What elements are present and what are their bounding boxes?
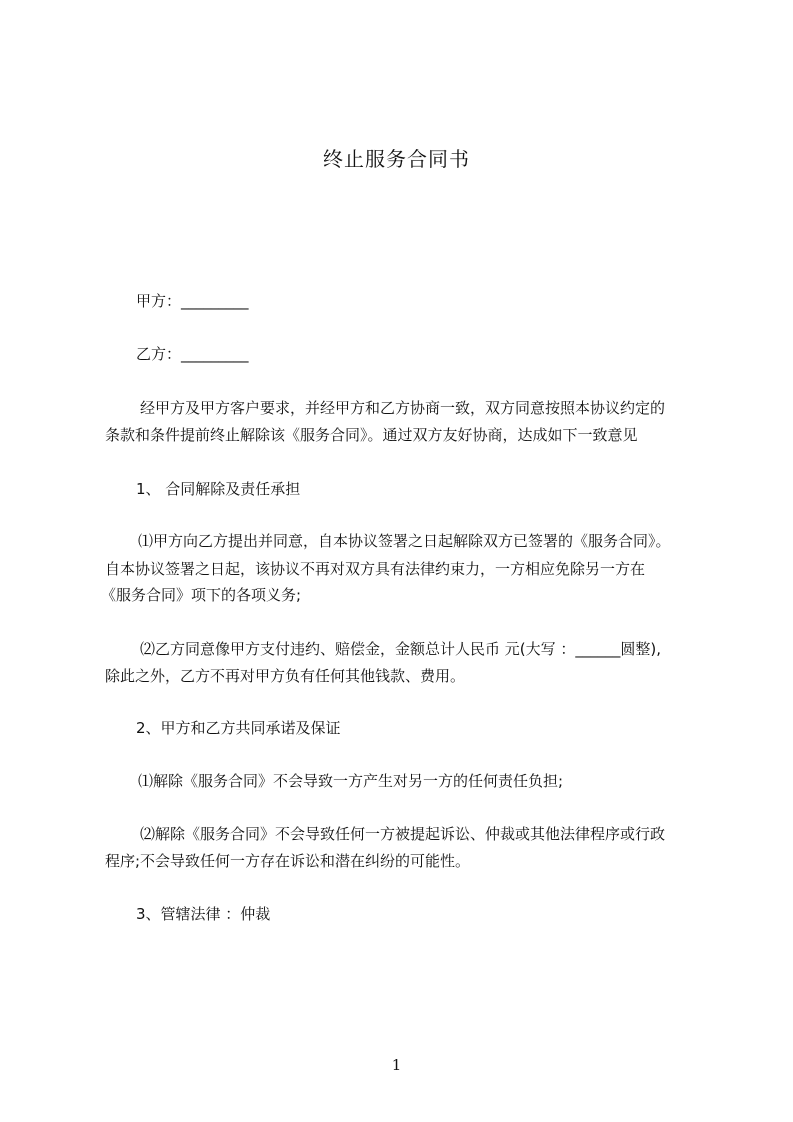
section-2-heading: 2、甲方和乙方共同承诺及保证: [136, 719, 341, 737]
section-1-item-1-line-2: 自本协议签署之日起，该协议不再对双方具有法律约束力，一方相应免除另一方在: [105, 560, 646, 578]
preamble-line-2: 条款和条件提前终止解除该《服务合同》。通过双方友好协商，达成如下一致意见: [105, 426, 638, 444]
section-2-item-2-line-2: 程序;不会导致任何一方存在诉讼和潜在纠纷的可能性。: [105, 852, 471, 870]
document-title: 终止服务合同书: [323, 147, 470, 171]
section-3-heading: 3、管辖法律 ：仲裁: [136, 905, 271, 923]
section-1-item-1-line-3: 《服务合同》项下的各项义务;: [101, 586, 302, 604]
section-1-item-1-line-1: ⑴甲方向乙方提出并同意，自本协议签署之日起解除双方已签署的《服务合同》。: [138, 532, 671, 550]
page-number: 1: [391, 1056, 402, 1074]
section-2-item-2-line-1: ⑵解除《服务合同》不会导致任何一方被提起诉讼、仲裁或其他法律程序或行政: [140, 825, 666, 843]
section-1-item-2-line-2: 除此之外，乙方不再对甲方负有任何其他钱款、费用。: [105, 667, 466, 685]
section-2-item-1: ⑴解除《服务合同》不会导致一方产生对另一方的任何责任负担;: [138, 772, 564, 790]
party-b-line: 乙方：_________: [136, 345, 249, 363]
party-a-line: 甲方：_________: [136, 292, 249, 310]
preamble-line-1: 经甲方及甲方客户要求，并经甲方和乙方协商一致，双方同意按照本协议约定的: [140, 399, 666, 417]
section-1-heading: 1、 合同解除及责任承担: [136, 480, 301, 498]
section-1-item-2-line-1: ⑵乙方同意像甲方支付违约、赔偿金，金额总计人民币 元(大写 ：______圆整),: [140, 640, 662, 658]
